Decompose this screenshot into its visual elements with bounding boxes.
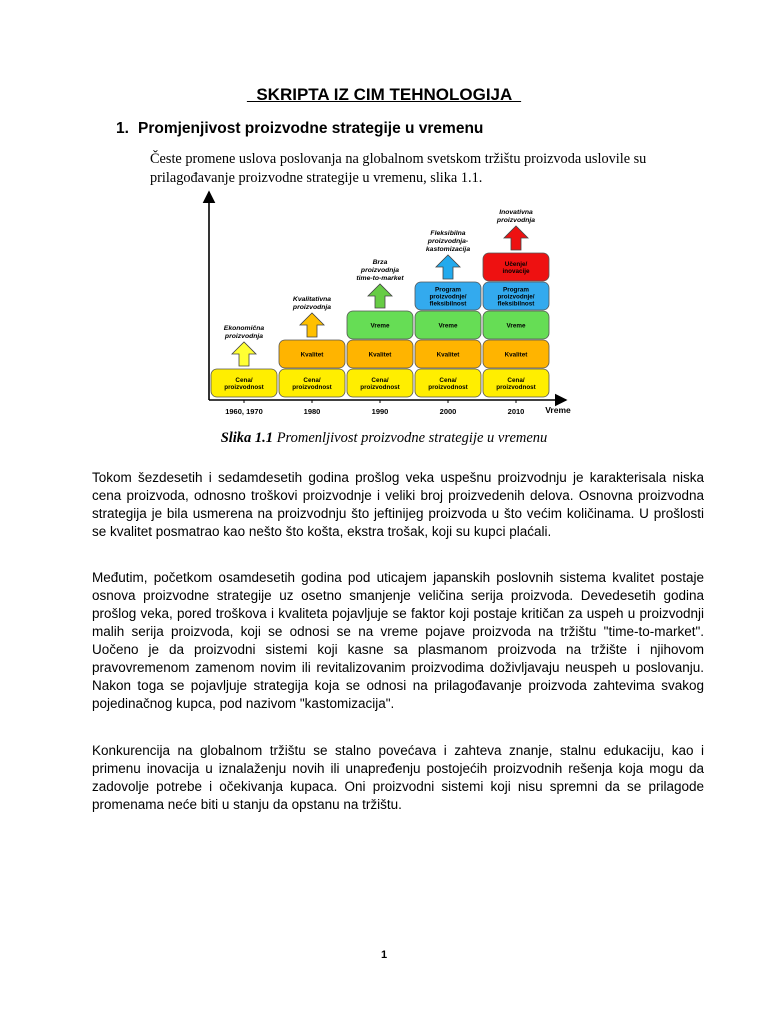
arrow-label: Ekonomična	[223, 325, 265, 332]
arrow-label: proizvodnja	[224, 333, 264, 340]
up-arrow-icon	[436, 255, 460, 279]
paragraph-2: Međutim, početkom osamdesetih godina pod uticajem japanskih poslovnih sistema kvalitet postaje osnova proizvodne strategije uz osetno smanjenje veličina serija proizvoda. Devedesetih godina prošlog veka, pored troškova i kvaliteta pojavljuje se faktor koji postaje kritičan za uspeh u proizvodnji malih serija proizvoda, koji se odnosi se na vreme pojave proizvoda na tržištu "time-to-market". Uočeno je da proizvodni sistemi koji kasne sa plasmanom proizvoda na tržište i njihovom pravovremenom zamenom novim ili revitalizovanim proizvodima doživljavaju neuspeh u poslovanju. Nakon toga se pojavljuje strategija koja se odnosi na prilagođavanje proizvoda zahtevima svakog pojedinačnog kupca, pod nazivom "kastomizacija".	[92, 570, 704, 711]
block-label: Vreme	[438, 322, 458, 330]
paragraph-3: Konkurencija na globalnom tržištu se stalno povećava i zahteva znanje, stalnu edukaciju, kao i primenu inovacija u iznalaženju novih ili unapređenju postojećih proizvodnih rešenja koja mogu da zadovolje potrebe i očekivanja kupaca. Oni proizvodni sistemi koji nisu spremni da se prilagode promenama neće biti u stanju da opstanu na tržištu.	[92, 743, 704, 812]
block-label: inovacije	[502, 268, 530, 275]
year-label: 1980	[303, 407, 321, 416]
strategy-figure	[196, 188, 572, 450]
block-label: proizvodnost	[292, 384, 332, 391]
block-label: proizvodnost	[428, 384, 468, 391]
block-label: Cena/	[507, 377, 525, 384]
block-label: Vreme	[506, 322, 526, 330]
section-number: 1.	[116, 120, 129, 137]
block-label: proizvodnost	[224, 384, 264, 391]
block-label: Cena/	[371, 377, 389, 384]
block-label: Program	[503, 286, 529, 294]
page-number: 1	[380, 949, 388, 961]
document-title: SKRIPTA IZ CIM TEHNOLOGIJA	[246, 85, 522, 104]
year-label: 1960, 1970	[225, 407, 263, 416]
up-arrow-icon	[232, 342, 256, 366]
up-arrow-icon	[368, 284, 392, 308]
block-label: Cena/	[439, 377, 457, 384]
arrow-label: time-to-market	[356, 275, 404, 282]
block-label: proizvodnost	[360, 384, 400, 391]
block-label: Cena/	[235, 377, 253, 384]
x-axis-label: Vreme	[545, 405, 571, 415]
figure-intro-text: Česte promene uslova poslovanja na globalnom svetskom tržištu proizvoda uslovile su prilagođavanje proizvodne strategije u vremenu, slika 1.1.	[150, 151, 647, 186]
arrow-label: Inovativna	[499, 209, 533, 216]
block-label: proizvodnje/	[429, 293, 467, 301]
arrow-label: proizvodnja	[360, 267, 400, 274]
arrow-label: proizvodnja	[496, 217, 536, 224]
block-label: Kvalitet	[368, 351, 392, 359]
block-label: proizvodnje/	[497, 293, 535, 301]
caption-label: Slika 1.1	[220, 430, 274, 446]
year-label: 1990	[371, 407, 389, 416]
block-label: Vreme	[370, 322, 390, 330]
block-label: proizvodnost	[496, 384, 536, 391]
arrow-label: proizvodnja-	[427, 238, 469, 245]
strategy-diagram	[196, 188, 572, 450]
arrow-label: proizvodnja	[292, 304, 332, 311]
block-label: fleksibilnost	[429, 300, 467, 308]
block-label: Kvalitet	[504, 351, 528, 359]
section-title: Promjenjivost proizvodne strategije u vremenu	[138, 120, 484, 137]
figure-caption	[0, 430, 768, 447]
arrow-label: kastomizacija	[425, 246, 471, 253]
year-label: 2000	[439, 407, 457, 416]
block-label: fleksibilnost	[497, 300, 535, 308]
arrow-label: Fleksibilna	[430, 230, 466, 237]
arrow-label: Brza	[372, 259, 388, 266]
block-label: Program	[435, 286, 461, 294]
paragraph-1: Tokom šezdesetih i sedamdesetih godina prošlog veka uspešnu proizvodnju je karakterisala niska cena proizvoda, odnosno troškovi proizvodnje i veliki broj proizvedenih delova. Osnovna proizvodna strategija je bila usmerena na proizvodnju što jeftinijeg proizvoda u što većim količinama. U prošlosti se kvalitet posmatrao kao nešto što košta, ekstra trošak, koji su kupci plaćali.	[92, 470, 704, 539]
up-arrow-icon	[300, 313, 324, 337]
year-label: 2010	[507, 407, 525, 416]
block-label: Učenje/	[504, 261, 528, 268]
up-arrow-icon	[504, 226, 528, 250]
block-label: Cena/	[303, 377, 321, 384]
arrow-label: Kvalitativna	[292, 296, 332, 303]
section-heading	[116, 120, 483, 138]
caption-text: Promenljivost proizvodne strategije u vremenu	[276, 430, 548, 446]
block-label: Kvalitet	[300, 351, 324, 359]
block-label: Kvalitet	[436, 351, 460, 359]
